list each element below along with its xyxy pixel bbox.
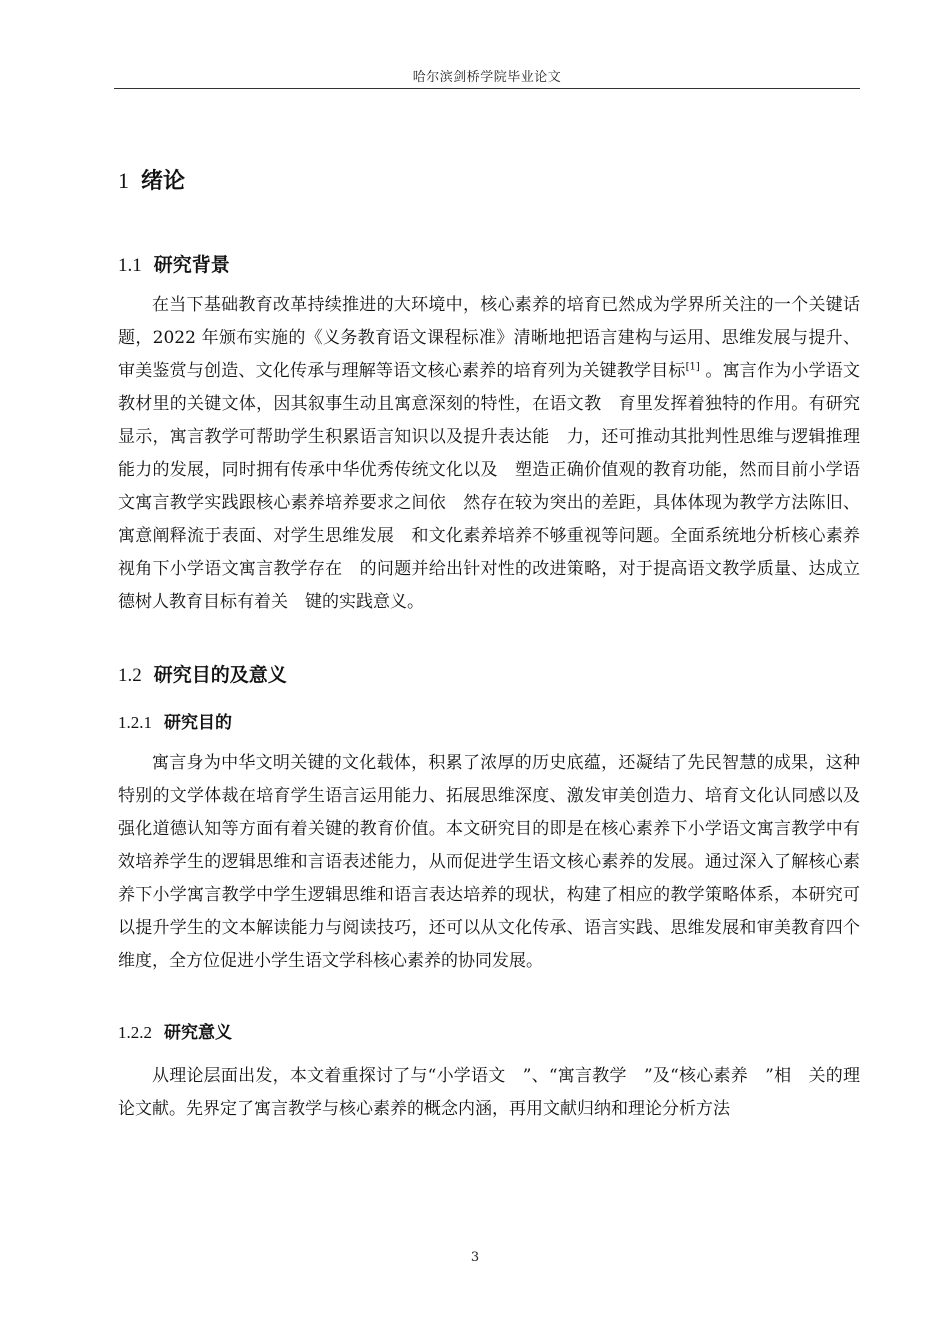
citation-marker: [1] — [685, 361, 700, 373]
subsection-heading-1-2-2 — [118, 1018, 232, 1043]
page-number: 3 — [470, 1250, 480, 1265]
section-title: 研究目的及意义 — [153, 664, 287, 686]
paragraph-significance: 从理论层面出发，本文着重探讨了与“小学语文 ”、“寓言教学 ”及“核心素养 ”相 关的理论文献。先界定了寓言教学与核心素养的概念内涵，再用文献归纳和理论分析方法 — [118, 1066, 860, 1119]
subsection-title: 研究意义 — [164, 1023, 232, 1043]
chapter-number: 1 — [118, 168, 129, 193]
running-header: 哈尔滨剑桥学院毕业论文 — [412, 70, 562, 85]
paragraph-background-part-a: 在当下基础教育改革持续推进的大环境中，核心素养的培育已然成为学界所关注的一个关键话题，2022 年颁布实施的《义务教育语文课程标准》清晰地把语言建构与运用、思维发展与提升、审美鉴赏与创造、文化传承与理解等语文核心素养的培育列为关键教学目标 — [118, 295, 860, 381]
chapter-heading — [118, 164, 185, 195]
chapter-title: 绪论 — [141, 169, 186, 194]
subsection-number: 1.2.2 — [118, 1023, 152, 1042]
subsection-title: 研究目的 — [164, 713, 232, 733]
paragraph-background — [118, 289, 860, 619]
section-number: 1.1 — [118, 255, 142, 276]
section-heading-1-1 — [118, 250, 230, 277]
paragraph-purpose: 寓言身为中华文明关键的文化载体，积累了浓厚的历史底蕴，还凝结了先民智慧的成果，这种特别的文学体裁在培育学生语言运用能力、拓展思维深度、激发审美创造力、培育文化认同感以及强化道德认知等方面有着关键的教育价值。本文研究目的即是在核心素养下小学语文寓言教学中有效培养学生的逻辑思维和言语表述能力，从而促进学生语文核心素养的发展。通过深入了解核心素养下小学寓言教学中学生逻辑思维和语言表达培养的现状，构建了相应的教学策略体系，本研究可以提升学生的文本解读能力与阅读技巧，还可以从文化传承、语言实践、思维发展和审美教育四个维度，全方位促进小学生语文学科核心素养的协同发展。 — [118, 753, 860, 971]
header-rule — [114, 88, 860, 89]
section-title: 研究背景 — [153, 254, 230, 276]
subsection-number: 1.2.1 — [118, 713, 152, 732]
section-number: 1.2 — [118, 665, 142, 686]
section-heading-1-2 — [118, 660, 287, 687]
subsection-heading-1-2-1 — [118, 708, 232, 733]
paragraph-background-part-b: 。寓言作为小学语文教材里的关键文体，因其叙事生动且寓意深刻的特性，在语文教 育里发挥着独特的作用。有研究显示，寓言教学可帮助学生积累语言知识以及提升表达能 力，还可推动其批判性思维与逻辑推理能力的发展，同时拥有传承中华优秀传统文化以及 塑造正确价值观的教育功能，然而目前小学语文寓言教学实践跟核心素养培养要求之间依 然存在较为突出的差距，具体体现为教学方法陈旧、寓意阐释流于表面、对学生思维发展 和文化素养培养不够重视等问题。全面系统地分析核心素养视角下小学语文寓言教学存在 的问题并给出针对性的改进策略，对于提高语文教学质量、达成立德树人教育目标有着关 键的实践意义。 — [118, 361, 861, 612]
